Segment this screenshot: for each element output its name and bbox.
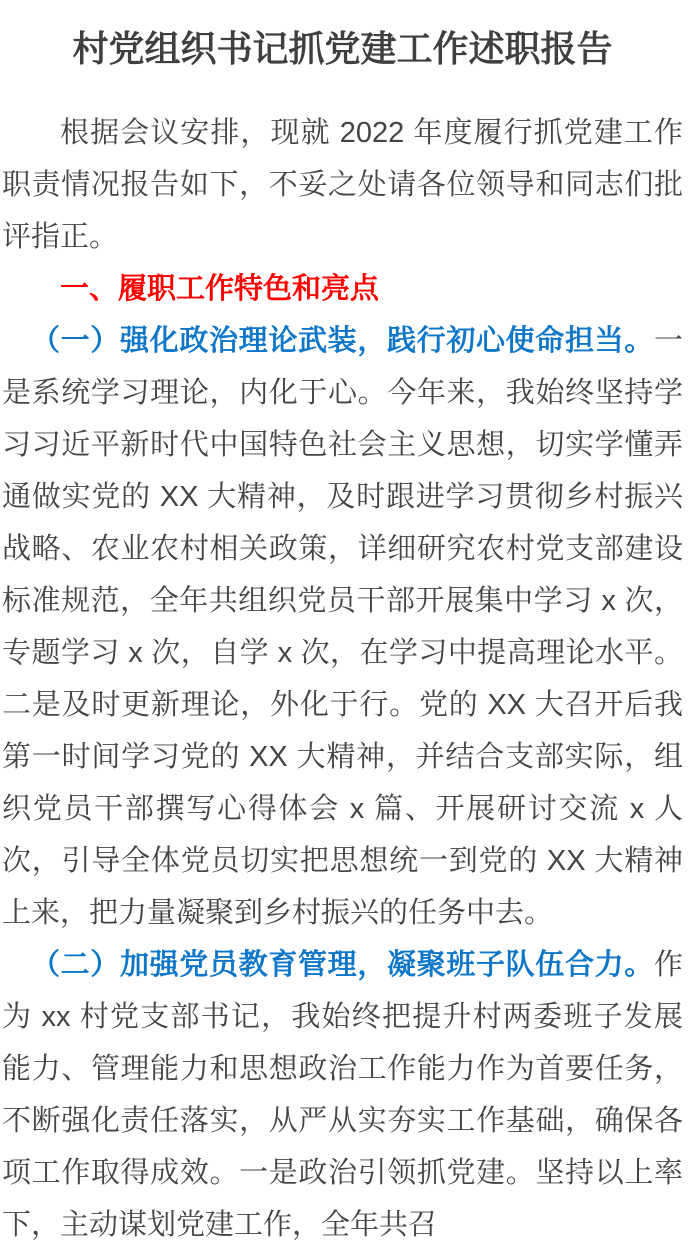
section-1-paragraph-2 bbox=[2, 939, 683, 1251]
section-1-heading: 一、履职工作特色和亮点 bbox=[60, 273, 380, 305]
paragraph-2-lead-sentence: （二）加强党员教育管理，凝聚班子队伍合力。 bbox=[31, 949, 654, 981]
report-title: 村党组织书记抓党建工作述职报告 bbox=[72, 28, 613, 69]
report-document bbox=[0, 23, 693, 1251]
paragraph-2-body-text: 作为 xx 村党支部书记，我始终把提升村两委班子发展能力、管理能力和思想政治工作能力作为首要任务，不断强化责任落实，从严从实夯实工作基础，确保各项工作取得成效。一是政治引领抓党建。坚持以上率下，主动谋划党建工作，全年共召 bbox=[2, 949, 683, 1241]
intro-paragraph: 根据会议安排，现就 2022 年度履行抓党建工作职责情况报告如下，不妥之处请各位领导和同志们批评指正。 bbox=[2, 117, 683, 253]
section-1-paragraph-1 bbox=[2, 315, 683, 939]
paragraph-1-body-text: 一是系统学习理论，内化于心。今年来，我始终坚持学习习近平新时代中国特色社会主义思想，切实学懂弄通做实党的 XX 大精神，及时跟进学习贯彻乡村振兴战略、农业农村相关政策，详细研究农村党支部建设标准规范，全年共组织党员干部开展集中学习 x 次，专题学习 x 次，自学 x 次，在学习中提高理论水平。二是及时更新理论，外化于行。党的 XX 大召开后我第一时间学习党的 XX 大精神，并结合支部实际，组织党员干部撰写心得体会 x 篇、开展研讨交流 x 人次，引导全体党员切实把思想统一到党的 XX 大精神上来，把力量凝聚到乡村振兴的任务中去。 bbox=[2, 325, 683, 929]
paragraph-1-lead-sentence: （一）强化政治理论武装，践行初心使命担当。 bbox=[31, 325, 654, 357]
